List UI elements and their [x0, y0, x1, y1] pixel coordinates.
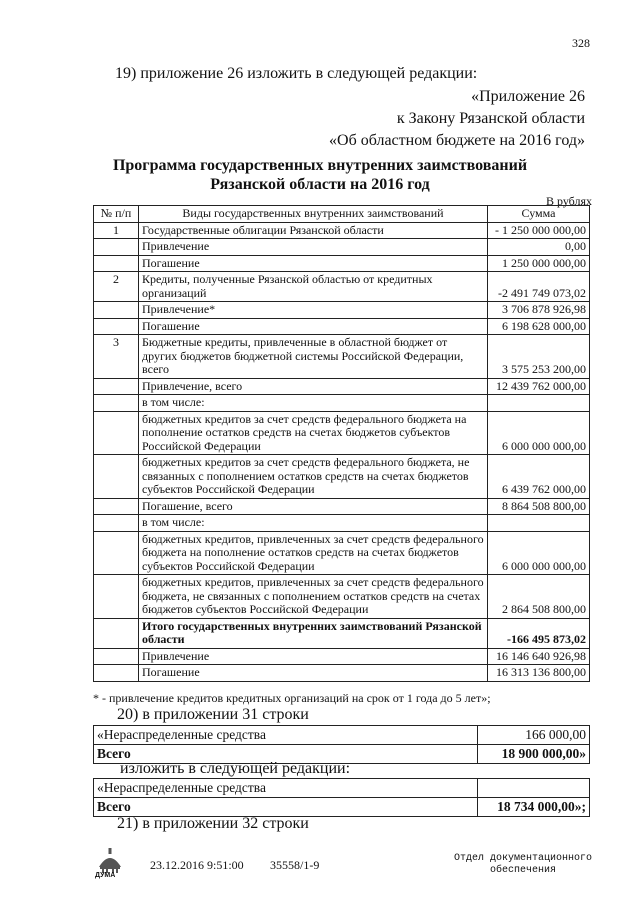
row-name: Государственные облигации Рязанской области	[139, 222, 488, 239]
row-sum: 6 000 000 000,00	[488, 531, 590, 575]
borrowing-program-table	[93, 205, 590, 682]
item-19-text: 19) приложение 26 изложить в следующей редакции:	[115, 65, 478, 82]
annex-line-3: «Об областном бюджете на 2016 год»	[329, 132, 585, 149]
table-row	[94, 395, 590, 412]
row-sum: 16 313 136 800,00	[488, 665, 590, 682]
row-name: бюджетных кредитов, привлеченных за счет средств федерального бюджета, не связанных с пополнением остатков средств на счетах бюджетов субъектов Российской Федерации	[139, 575, 488, 619]
table-row	[94, 575, 590, 619]
table-row	[94, 726, 590, 745]
table-row	[94, 335, 590, 379]
row-sum: 3 575 253 200,00	[488, 335, 590, 379]
row-number: 3	[94, 335, 139, 379]
table-row	[94, 272, 590, 302]
new-total-value: 18 734 000,00»;	[478, 798, 590, 817]
row-name: Привлечение	[139, 239, 488, 256]
table-row	[94, 618, 590, 648]
row-name: Кредиты, полученные Рязанской областью от кредитных организаций	[139, 272, 488, 302]
document-title-line-2: Рязанской области на 2016 год	[210, 176, 430, 193]
row-name: Погашение	[139, 665, 488, 682]
row-sum: 12 439 762 000,00	[488, 378, 590, 395]
row-name: Бюджетные кредиты, привлеченные в областной бюджет от других бюджетов бюджетной системы Российской Федерации, всего	[139, 335, 488, 379]
duma-logo	[93, 845, 127, 879]
document-title-line-1: Программа государственных внутренних заимствований	[112, 157, 528, 174]
row-number	[94, 239, 139, 256]
row-sum: 8 864 508 800,00	[488, 498, 590, 515]
row-number	[94, 618, 139, 648]
row-number	[94, 395, 139, 412]
old-total-label: Всего	[94, 745, 478, 764]
footer-doc-number: 35558/1-9	[270, 858, 320, 872]
row-name: в том числе:	[139, 515, 488, 532]
row-name: в том числе:	[139, 395, 488, 412]
row-name: Привлечение	[139, 648, 488, 665]
row-number: 2	[94, 272, 139, 302]
new-row-label: «Нераспределенные средства	[94, 779, 478, 798]
header-type: Виды государственных внутренних заимствований	[139, 206, 488, 223]
department-stamp-line-2: обеспечения	[489, 865, 556, 876]
row-name: Привлечение*	[139, 302, 488, 319]
table-row	[94, 255, 590, 272]
row-number	[94, 255, 139, 272]
row-number	[94, 318, 139, 335]
table-row	[94, 531, 590, 575]
table-row	[94, 498, 590, 515]
item-21-text: 21) в приложении 32 строки	[117, 815, 309, 832]
table-row	[94, 411, 590, 455]
row-sum: 2 864 508 800,00	[488, 575, 590, 619]
new-rows-table	[93, 778, 590, 817]
row-sum: 3 706 878 926,98	[488, 302, 590, 319]
table-row	[94, 779, 590, 798]
row-name: бюджетных кредитов за счет средств федерального бюджета, не связанных с пополнением остатков средств на счетах бюджетов субъектов Российской Федерации	[139, 455, 488, 499]
table-row	[94, 455, 590, 499]
row-sum: 6 439 762 000,00	[488, 455, 590, 499]
row-sum: -166 495 873,02	[488, 618, 590, 648]
row-number: 1	[94, 222, 139, 239]
table-row	[94, 318, 590, 335]
row-number	[94, 515, 139, 532]
unit-label: В рублях	[545, 194, 592, 208]
row-sum	[488, 515, 590, 532]
table-row	[94, 239, 590, 256]
row-sum: -2 491 749 073,02	[488, 272, 590, 302]
row-number	[94, 302, 139, 319]
row-name: Итого государственных внутренних заимствований Рязанской области	[139, 618, 488, 648]
row-number	[94, 531, 139, 575]
new-total-label: Всего	[94, 798, 478, 817]
row-number	[94, 665, 139, 682]
row-sum: 1 250 000 000,00	[488, 255, 590, 272]
old-row-label: «Нераспределенные средства	[94, 726, 478, 745]
row-number	[94, 575, 139, 619]
row-name: Погашение	[139, 318, 488, 335]
header-sum: Сумма	[488, 206, 590, 223]
page-number: 328	[572, 36, 590, 50]
item-20-text: 20) в приложении 31 строки	[117, 706, 309, 723]
department-stamp	[454, 853, 592, 877]
row-sum: 0,00	[488, 239, 590, 256]
footnote: * - привлечение кредитов кредитных организаций на срок от 1 года до 5 лет»;	[93, 691, 491, 705]
table-row	[94, 798, 590, 817]
table-row	[94, 648, 590, 665]
annex-line-2: к Закону Рязанской области	[396, 110, 585, 127]
row-sum	[488, 395, 590, 412]
annex-line-1: «Приложение 26	[471, 88, 585, 105]
row-sum: 16 146 640 926,98	[488, 648, 590, 665]
row-name: бюджетных кредитов, привлеченных за счет средств федерального бюджета на пополнение остатков средств на счетах бюджетов субъектов Российской Федерации	[139, 531, 488, 575]
header-number: № п/п	[94, 206, 139, 223]
row-number	[94, 378, 139, 395]
row-sum: 6 000 000 000,00	[488, 411, 590, 455]
footer-date: 23.12.2016 9:51:00	[150, 858, 244, 872]
table-row	[94, 515, 590, 532]
old-row-value: 166 000,00	[478, 726, 590, 745]
replace-text: изложить в следующей редакции:	[120, 760, 351, 777]
row-sum: 6 198 628 000,00	[488, 318, 590, 335]
row-name: Привлечение, всего	[139, 378, 488, 395]
row-number	[94, 455, 139, 499]
table-row	[94, 378, 590, 395]
row-number	[94, 411, 139, 455]
department-stamp-line-1: Отдел документационного	[453, 853, 592, 864]
row-name: бюджетных кредитов за счет средств федерального бюджета на пополнение остатков средств на счетах бюджетов субъектов Российской Федерации	[139, 411, 488, 455]
table-row	[94, 302, 590, 319]
row-name: Погашение, всего	[139, 498, 488, 515]
row-number	[94, 498, 139, 515]
duma-logo-text: ДУМА	[95, 872, 116, 879]
new-row-value	[478, 779, 590, 798]
table-body	[94, 222, 590, 681]
row-name: Погашение	[139, 255, 488, 272]
table-row	[94, 665, 590, 682]
table-header-row	[94, 206, 590, 223]
old-total-value: 18 900 000,00»	[478, 745, 590, 764]
row-number	[94, 648, 139, 665]
old-rows-table	[93, 725, 590, 764]
table-row	[94, 222, 590, 239]
row-sum: - 1 250 000 000,00	[488, 222, 590, 239]
